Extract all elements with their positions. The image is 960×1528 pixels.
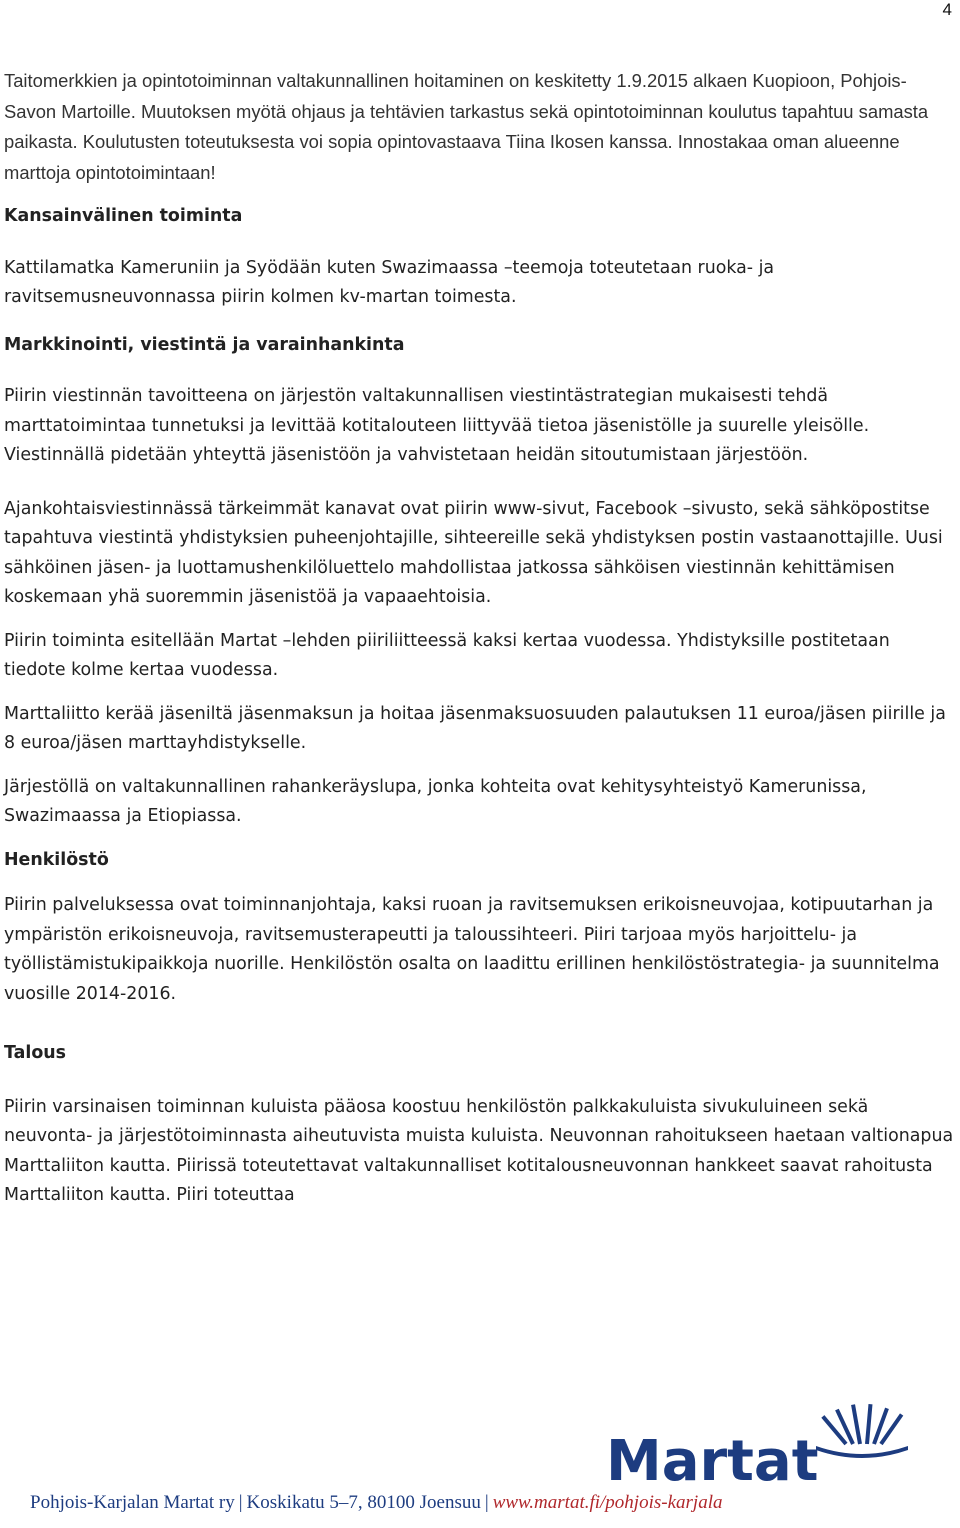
martat-fan-logo: [604, 1404, 924, 1496]
markkinointi-paragraph-2: Ajankohtaisviestinnässä tärkeimmät kanavat ovat piirin www-sivut, Facebook –sivusto, sekä sähköpostitse tapahtuva viestintä yhdistyksien puheenjohtajille, sihteereille sekä yhdistyksen postin vastaanottajille. Uusi sähköinen jäsen- ja luottamushenkilöluettelo mahdollistaa jatkossa sähköisen viestinnän kehittämisen koskemaan yhä suoremmin jäsenistöä ja vapaaehtoisia.: [4, 498, 943, 607]
henkilosto-paragraph: Piirin palveluksessa ovat toiminnanjohtaja, kaksi ruoan ja ravitsemuksen erikoisneuvojaa, kotipuutarhan ja ympäristön erikoisneuvoja, ravitsemusterapeutti ja taloussihteeri. Piiri tarjoaa myös harjoittelu- ja työllistämistukipaikkoja nuorille. Henkilöstön osalta on laadittu erillinen henkilöstöstrategia- ja suunnitelma vuosille 2014-2016.: [4, 895, 940, 1004]
footer-address: Koskikatu 5–7, 80100 Joensuu: [246, 1492, 481, 1513]
page-number: 4: [942, 0, 952, 19]
footer-separator: |: [238, 1492, 243, 1513]
footer-contact-line: [30, 1492, 930, 1522]
footer-separator: |: [484, 1492, 489, 1513]
footer-url-link[interactable]: www.martat.fi/pohjois-karjala: [492, 1492, 723, 1513]
footer-org: Pohjois-Karjalan Martat ry: [30, 1492, 235, 1513]
heading-henkilosto: Henkilöstö: [4, 849, 109, 870]
markkinointi-paragraph-1: Piirin viestinnän tavoitteena on järjestön valtakunnallisen viestintästrategian mukaisesti tehdä marttatoimintaa tunnetuksi ja levittää kotitalouteen liittyvää tietoa jäsenistölle ja suurelle yleisölle. Viestinnällä pidetään yhteyttä jäsenistöön ja vahvistetaan heidän sitoutumistaan järjestöön.: [4, 386, 870, 465]
svg-text:Martat: Martat: [606, 1429, 819, 1494]
markkinointi-paragraph-4: Marttaliitto kerää jäseniltä jäsenmaksun ja hoitaa jäsenmaksuosuuden palautuksen 11 euroa/jäsen piirille ja 8 euroa/jäsen marttayhdistykselle.: [4, 703, 946, 753]
heading-markkinointi: Markkinointi, viestintä ja varainhankinta: [4, 334, 405, 355]
talous-paragraph: Piirin varsinaisen toiminnan kuluista pääosa koostuu henkilöstön palkkakuluista sivukuluineen sekä neuvonta- ja järjestötoiminnasta aiheutuvista muista kuluista. Neuvonnan rahoitukseen haetaan valtionapua Marttaliiton kautta. Piirissä toteutettavat valtakunnalliset kotitalousneuvonnan hankkeet saavat rahoitusta Marttaliiton kautta. Piiri toteuttaa: [4, 1096, 954, 1205]
kv-paragraph: Kattilamatka Kameruniin ja Syödään kuten Swazimaassa –teemoja toteutetaan ruoka- ja ravitsemusneuvonnassa piirin kolmen kv-martan toimesta.: [4, 257, 775, 307]
intro-paragraph: Taitomerkkien ja opintotoiminnan valtakunnallinen hoitaminen on keskitetty 1.9.2015 alkaen Kuopioon, Pohjois-Savon Martoille. Muutoksen myötä ohjaus ja tehtävien tarkastus sekä opintotoiminnan koulutus tapahtuu samasta paikasta. Koulutusten toteutuksesta voi sopia opintovastaava Tiina Ikosen kanssa. Innostakaa oman alueenne marttoja opintotoimintaan!: [4, 70, 929, 183]
markkinointi-paragraph-3: Piirin toiminta esitellään Martat –lehden piiriliitteessä kaksi kertaa vuodessa. Yhdistyksille postitetaan tiedote kolme kertaa vuodessa.: [4, 630, 890, 680]
document-body: [4, 66, 954, 1225]
markkinointi-paragraph-5: Järjestöllä on valtakunnallinen rahankeräyslupa, jonka kohteita ovat kehitysyhteistyö Kamerunissa, Swazimaassa ja Etiopiassa.: [4, 776, 867, 826]
heading-talous: Talous: [4, 1043, 66, 1063]
heading-kansainvalinen: Kansainvälinen toiminta: [4, 206, 243, 226]
